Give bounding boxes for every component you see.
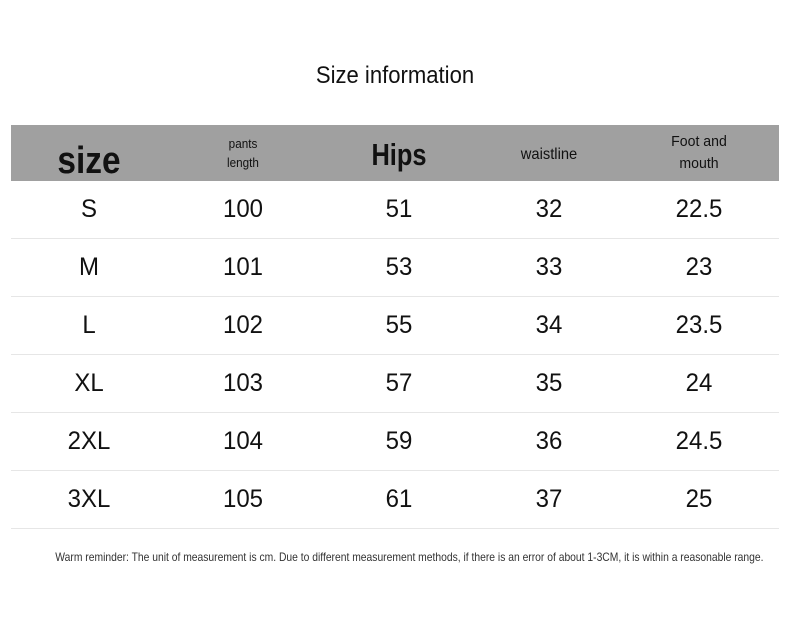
cell-size: S: [80, 195, 98, 223]
cell-waistline: 32: [535, 195, 563, 223]
header-hips: Hips: [371, 137, 427, 172]
cell-pants-length: 104: [222, 427, 264, 455]
cell-waistline: 34: [535, 311, 563, 339]
cell-pants-length: 100: [222, 195, 264, 223]
cell-size: XL: [74, 369, 104, 397]
cell-pants-length: 101: [222, 253, 264, 281]
header-foot-line2: mouth: [679, 155, 719, 172]
header-pants-length-line2: length: [227, 155, 259, 170]
cell-hips: 61: [385, 485, 413, 513]
table-row: [11, 355, 779, 413]
cell-hips: 53: [385, 253, 413, 281]
size-table: [11, 125, 779, 529]
cell-foot-mouth: 22.5: [675, 195, 723, 223]
table-row: [11, 239, 779, 297]
cell-size: 2XL: [67, 427, 111, 455]
cell-foot-mouth: 25: [685, 485, 713, 513]
cell-waistline: 35: [535, 369, 563, 397]
cell-waistline: 37: [535, 485, 563, 513]
cell-size: M: [78, 253, 99, 281]
header-pants-length: [175, 134, 312, 172]
cell-pants-length: 103: [222, 369, 264, 397]
table-row: [11, 181, 779, 239]
cell-foot-mouth: 23.5: [675, 311, 723, 339]
cell-pants-length: 105: [222, 485, 264, 513]
header-size: size: [57, 140, 121, 182]
cell-size: 3XL: [67, 485, 111, 513]
table-row: [11, 413, 779, 471]
cell-hips: 55: [385, 311, 413, 339]
table-row: [11, 297, 779, 355]
cell-foot-mouth: 24: [685, 369, 713, 397]
header-foot-mouth: [624, 131, 774, 175]
cell-hips: 57: [385, 369, 413, 397]
cell-size: L: [82, 311, 96, 339]
cell-hips: 59: [385, 427, 413, 455]
cell-waistline: 33: [535, 253, 563, 281]
cell-foot-mouth: 23: [685, 253, 713, 281]
cell-waistline: 36: [535, 427, 563, 455]
header-foot-line1: Foot and: [671, 133, 727, 150]
cell-foot-mouth: 24.5: [675, 427, 723, 455]
table-row: [11, 471, 779, 529]
header-pants-length-line1: pants: [228, 136, 258, 151]
header-waistline: waistline: [520, 146, 578, 163]
page-title: Size information: [315, 62, 475, 89]
warm-reminder-note: Warm reminder: The unit of measurement is cm. Due to different measurement methods, if there is an error of about 1-3CM, it is within a reasonable range.: [55, 550, 764, 564]
table-header: [11, 125, 779, 181]
cell-hips: 51: [385, 195, 413, 223]
cell-pants-length: 102: [222, 311, 264, 339]
